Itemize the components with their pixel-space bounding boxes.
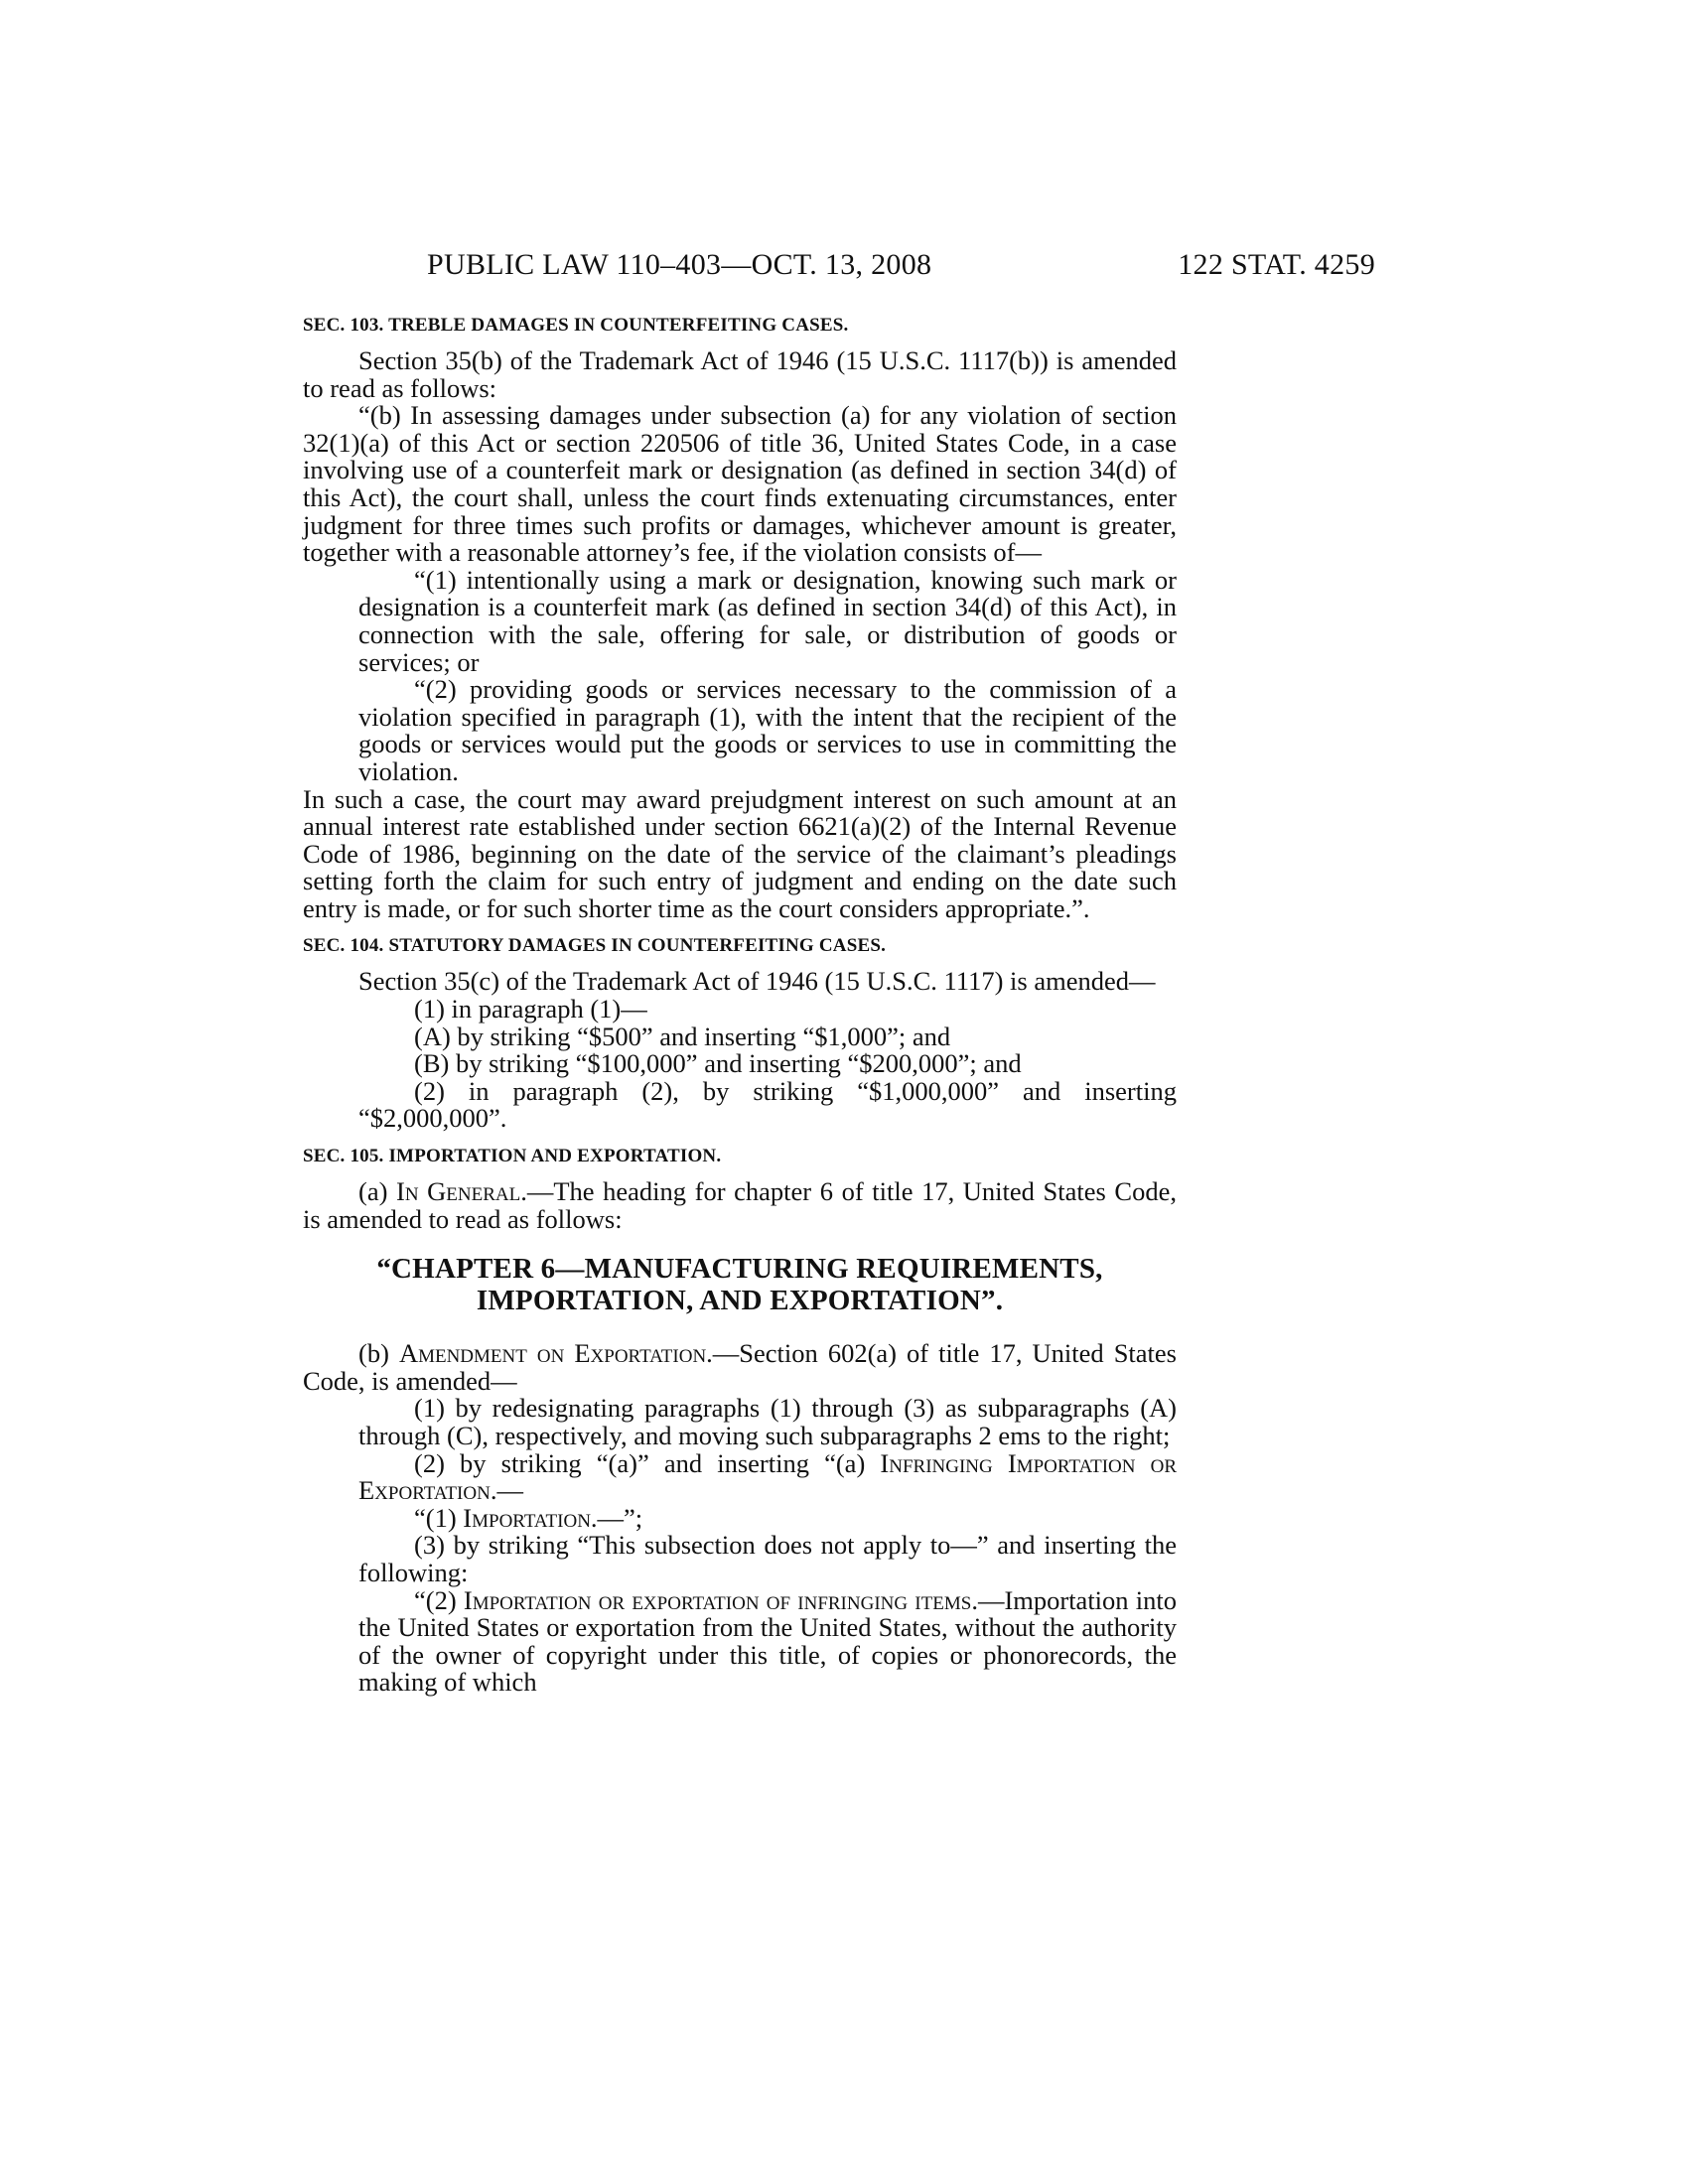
statute-page-number: 122 STAT. 4259 — [1178, 248, 1375, 281]
sec103-intro: Section 35(b) of the Trademark Act of 1946 (15 U.S.C. 1117(b)) is amended to read as follows: — [303, 345, 1177, 403]
sec104-intro: Section 35(c) of the Trademark Act of 1946 (15 U.S.C. 1117) is amended— — [358, 966, 1156, 997]
sec105-item-2-quote-caption: Importation — [463, 1502, 591, 1533]
sec104-item-1b: (B) by striking “$100,000” and inserting “$200,000”; and — [414, 1048, 1022, 1079]
sec105-item-2-quote-post: .—”; — [590, 1502, 643, 1533]
sec105-heading: SEC. 105. IMPORTATION AND EXPORTATION. — [303, 1146, 722, 1167]
chapter-6-heading — [303, 1253, 1177, 1316]
sec105-item-3-quote — [303, 1584, 1177, 1698]
sec105-subsection-a — [303, 1178, 1177, 1233]
sec105-b-caption: Amendment on Exportation — [398, 1338, 707, 1369]
sec105-item-3-quote-caption: Importation or exportation of infringing items — [463, 1584, 972, 1615]
sec105-item-2-post: .— — [490, 1475, 523, 1506]
chapter-heading-line-2: IMPORTATION, AND EXPORTATION”. — [476, 1285, 1004, 1317]
document-body — [303, 314, 1177, 1697]
sec105-a-caption: In General — [396, 1176, 521, 1207]
sec104-item-1a: (A) by striking “$500” and inserting “$1,000”; and — [414, 1021, 951, 1051]
sec103-paragraph-1: “(1) intentionally using a mark or designation, knowing such mark or designation is a counterfeit mark (as defined in section 34(d) of this Act), in connection with the sale, offering for sale, or distribution of goods or services; or — [358, 564, 1177, 677]
sec105-subsection-b — [303, 1340, 1177, 1395]
sec105-b-text: .—Section 602(a) of title 17, United States Code, is amended— — [303, 1338, 1177, 1396]
sec105-item-2-caption: Infringing Importation or Exportation — [358, 1447, 1177, 1506]
sec104-item-1: (1) in paragraph (1)— — [414, 994, 647, 1024]
sec105-b-label: (b) — [358, 1338, 399, 1369]
sec103-heading: SEC. 103. TREBLE DAMAGES IN COUNTERFEITING CASES. — [303, 315, 849, 336]
sec103-paragraph-2: “(2) providing goods or services necessary to the commission of a violation specified in paragraph (1), with the intent that the recipient of the goods or services would put the goods or services to use in committing the violation. — [358, 674, 1177, 786]
page-header — [303, 248, 1375, 288]
sec105-item-3-quote-pre: “(2) — [414, 1584, 464, 1615]
sec105-item-3-quote-post: .—Importation into the United States or exportation from the United States, without the authority of the owner of copyright under this title, of copies or phonorecords, the making of which — [358, 1584, 1177, 1698]
sec104-item-2: (2) in paragraph (2), by striking “$1,000,000” and inserting “$2,000,000”. — [358, 1075, 1177, 1134]
sec105-item-2-quote — [303, 1502, 1177, 1533]
sec105-a-label: (a) — [358, 1176, 397, 1207]
sec105-item-2-quote-pre: “(1) — [414, 1502, 464, 1533]
sec105-item-2-pre: (2) by striking “(a)” and inserting “(a) — [414, 1447, 881, 1478]
sec105-item-2 — [303, 1447, 1177, 1506]
sec105-a-text: .—The heading for chapter 6 of title 17, United States Code, is amended to read as follows: — [303, 1176, 1177, 1234]
running-head-title: PUBLIC LAW 110–403—OCT. 13, 2008 — [427, 248, 932, 281]
sec104-heading: SEC. 104. STATUTORY DAMAGES IN COUNTERFEITING CASES. — [303, 935, 887, 957]
sec105-item-3: (3) by striking “This subsection does not apply to—” and inserting the following: — [358, 1530, 1177, 1587]
sec105-item-1: (1) by redesignating paragraphs (1) through (3) as subparagraphs (A) through (C), respectively, and moving such subparagraphs 2 ems to the right; — [358, 1393, 1177, 1450]
sec103-closing: In such a case, the court may award prejudgment interest on such amount at an annual interest rate established under section 6621(a)(2) of the Internal Revenue Code of 1986, beginning on the date of the service of the claimant’s pleadings setting forth the claim for such entry of judgment and ending on the date such entry is made, or for such shorter time as the court considers appropriate.”. — [303, 783, 1177, 923]
chapter-heading-line-1: “CHAPTER 6—MANUFACTURING REQUIREMENTS, — [376, 1253, 1103, 1286]
sec103-subsection-b: “(b) In assessing damages under subsection (a) for any violation of section 32(1)(a) of this Act or section 220506 of title 36, United States Code, in a case involving use of a counterfeit mark or designation (as defined in section 34(d) of this Act), the court shall, unless the court finds extenuating circumstances, enter judgment for three times such profits or damages, whichever amount is greater, together with a reasonable attorney’s fee, if the violation consists of— — [303, 400, 1177, 568]
